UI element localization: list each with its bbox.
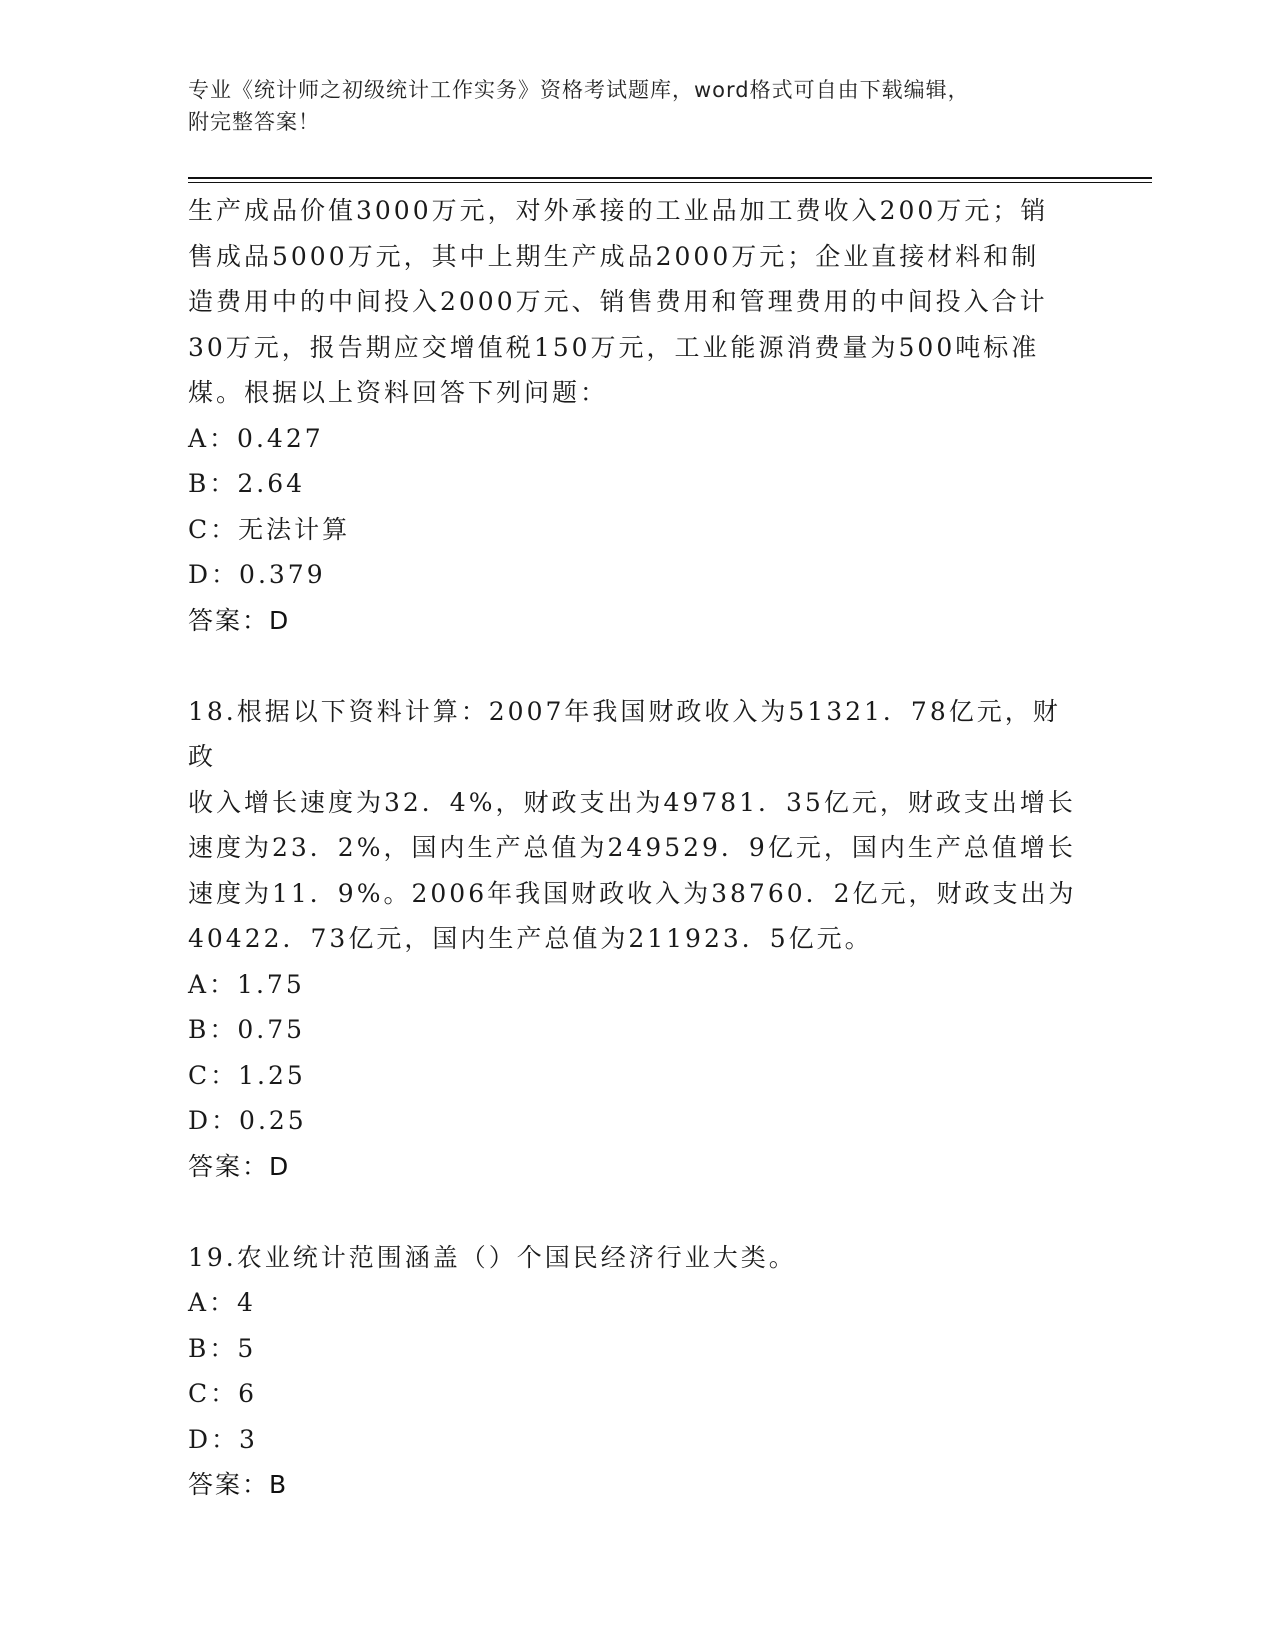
header-line-2: 附完整答案！ — [188, 110, 320, 134]
option-d: D：0.379 — [188, 560, 326, 589]
answer-label: 答案： — [188, 1151, 270, 1181]
question-text-line: 收入增长速度为32．4%，财政支出为49781．35亿元，财政支出增长 — [188, 787, 1076, 817]
question-text-line: 速度为23．2%，国内生产总值为249529．9亿元，国内生产总值增长 — [188, 833, 1076, 862]
option-b: B：0.75 — [188, 1015, 306, 1044]
question-block — [188, 188, 1088, 643]
question-text-line: 30万元，报告期应交增值税150万元，工业能源消费量为500吨标准 — [188, 332, 1040, 362]
question-block — [188, 689, 1088, 1190]
answer-value: D — [269, 605, 291, 635]
option-a: A：1.75 — [188, 969, 305, 999]
answer-value: B — [269, 1470, 289, 1499]
option-b: B：2.64 — [188, 469, 306, 498]
question-text-line: 40422．73亿元，国内生产总值为211923．5亿元。 — [188, 924, 873, 953]
option-c: C：1.25 — [188, 1060, 306, 1090]
question-text-line: 生产成品价值3000万元，对外承接的工业品加工费收入200万元；销 — [188, 196, 1049, 225]
answer-line — [188, 598, 1088, 644]
option-d: D：0.25 — [188, 1106, 307, 1135]
question-text — [188, 188, 1088, 416]
option-b: B：5 — [188, 1333, 257, 1363]
answer-label: 答案： — [188, 605, 270, 635]
spacer — [188, 1189, 1088, 1235]
page-header — [188, 74, 1088, 138]
answer-line — [188, 1144, 1088, 1190]
question-text-line: 18.根据以下资料计算：2007年我国财政收入为51321．78亿元，财政 — [188, 696, 1061, 771]
header-divider-thick — [188, 177, 1152, 179]
option-c: C：无法计算 — [188, 514, 351, 544]
question-text-line: 售成品5000万元，其中上期生产成品2000万元；企业直接材料和制 — [188, 241, 1040, 271]
header-line-1: 专业《统计师之初级统计工作实务》资格考试题库，word格式可自由下载编辑， — [188, 78, 970, 102]
option-d: D：3 — [188, 1424, 258, 1454]
header-divider-thin — [188, 182, 1152, 183]
question-text-line: 19.农业统计范围涵盖（）个国民经济行业大类。 — [188, 1242, 797, 1272]
option-a: A：4 — [188, 1288, 256, 1317]
spacer — [188, 643, 1088, 689]
option-c: C：6 — [188, 1379, 258, 1408]
question-text-line: 煤。根据以上资料回答下列问题： — [188, 378, 609, 407]
question-text-line: 造费用中的中间投入2000万元、销售费用和管理费用的中间投入合计 — [188, 287, 1048, 316]
answer-label: 答案： — [188, 1470, 270, 1499]
option-a: A：0.427 — [188, 423, 324, 453]
question-text — [188, 1235, 1088, 1281]
question-text-line: 速度为11．9%。2006年我国财政收入为38760．2亿元，财政支出为 — [188, 878, 1077, 908]
question-text — [188, 689, 1088, 962]
answer-value: D — [269, 1151, 291, 1181]
question-list — [188, 188, 1088, 1508]
question-block — [188, 1235, 1088, 1508]
answer-line — [188, 1462, 1088, 1508]
